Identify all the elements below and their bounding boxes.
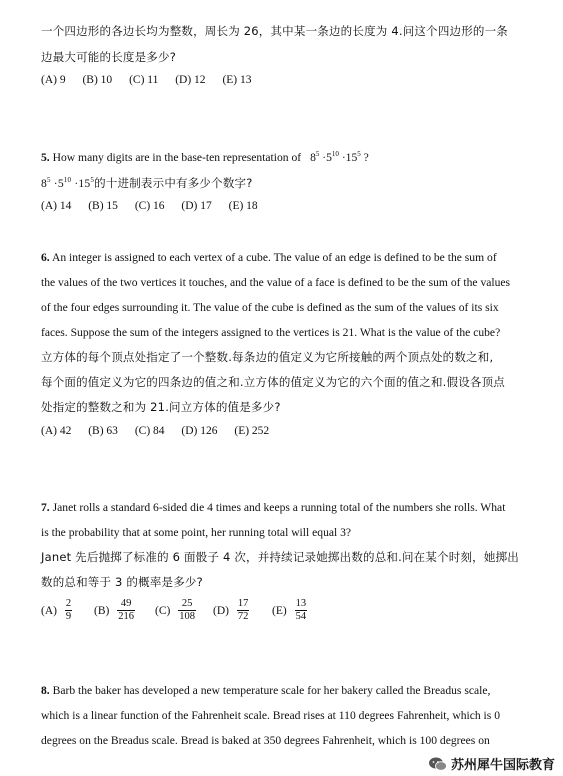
q4-option-d: (D) 12 — [175, 74, 206, 86]
q7-option-a — [41, 598, 72, 623]
q7-option-d-denominator: 72 — [237, 611, 249, 622]
q7-option-b-label: (B) — [94, 604, 110, 617]
q5-option-a: (A) 14 — [41, 200, 72, 212]
q4-zh-line-2: 边最大可能的长度是多少? — [41, 50, 177, 64]
q7-option-b-fraction — [117, 598, 135, 623]
q6-zh-line-1: 立方体的每个顶点处指定了一个整数.每条边的值定义为它所接触的两个顶点处的数之和, — [41, 350, 494, 364]
q7-en-text-1: Janet rolls a standard 6-sided die 4 times and keeps a running total of the numbers she rolls. What — [52, 501, 506, 514]
q7-option-d-numerator: 17 — [237, 598, 249, 609]
q4-options — [41, 74, 266, 86]
q4-option-c: (C) 11 — [129, 74, 159, 86]
q5-option-e: (E) 18 — [228, 200, 258, 212]
q7-number: 7. — [41, 501, 50, 514]
q7-zh-line-2: 数的总和等于 3 的概率是多少? — [41, 575, 203, 589]
q6-en-line-4: faces. Suppose the sum of the integers assigned to the vertices is 21. What is the value of the cube? — [41, 326, 501, 339]
q7-option-c — [155, 598, 196, 623]
q7-option-e-label: (E) — [272, 604, 287, 617]
q6-zh-line-2: 每个面的值定义为它的四条边的值之和.立方体的值定义为它的六个面的值之和.假设各顶点 — [41, 375, 506, 389]
q4-option-e: (E) 13 — [222, 74, 252, 86]
q5-en-line — [41, 150, 369, 166]
q8-en-line-3: degrees on the Breadus scale. Bread is baked at 350 degrees Fahrenheit, which is 100 degrees on — [41, 734, 490, 747]
wechat-icon — [428, 756, 448, 772]
q6-en-line-1 — [41, 250, 497, 266]
q5-expression: $8^5 \cdot 5^{10} \cdot 15^5$ ? — [310, 150, 369, 164]
q7-option-c-fraction — [178, 598, 196, 623]
q7-option-d-fraction — [237, 598, 250, 623]
q6-options — [41, 425, 283, 437]
q4-option-a: (A) 9 — [41, 74, 66, 86]
q6-number: 6. — [41, 251, 50, 264]
q7-option-d-label: (D) — [213, 604, 229, 617]
q7-en-line-2: is the probability that at some point, her running total will equal 3? — [41, 526, 352, 539]
q7-option-e-denominator: 54 — [295, 611, 307, 622]
q5-number: 5. — [41, 151, 50, 164]
q6-option-d: (D) 126 — [181, 425, 218, 437]
q5-option-d: (D) 17 — [181, 200, 212, 212]
q7-en-line-1 — [41, 500, 505, 516]
q6-en-line-2: the values of the two vertices it touches, and the value of a face is defined to be the sum of the values — [41, 276, 511, 289]
q5-zh-text: 的十进制表示中有多少个数字? — [94, 176, 253, 190]
q5-option-b: (B) 15 — [88, 200, 118, 212]
q7-option-e-numerator: 13 — [295, 598, 307, 609]
q6-zh-line-3: 处指定的整数之和为 21.问立方体的值是多少? — [41, 400, 281, 414]
q4-zh-line-1: 一个四边形的各边长均为整数，周长为 26，其中某一条边的长度为 4.问这个四边形的一条 — [41, 24, 509, 38]
q7-option-b-denominator: 216 — [118, 611, 134, 622]
q6-en-text-1: An integer is assigned to each vertex of a cube. The value of an edge is defined to be the sum of — [51, 251, 497, 264]
q8-en-line-2: which is a linear function of the Fahrenheit scale. Bread rises at 110 degrees Fahrenheit, which is 0 — [41, 709, 500, 722]
q5-option-c: (C) 16 — [134, 200, 165, 212]
q7-option-a-fraction — [65, 598, 72, 623]
q5-zh-expression: $8^5 \cdot 5^{10} \cdot 15^5$ — [41, 176, 95, 190]
q7-option-e-fraction — [295, 598, 308, 623]
q7-option-e — [272, 598, 307, 623]
q6-en-line-3: of the four edges surrounding it. The value of the cube is defined as the sum of the values of its six — [41, 301, 499, 314]
q7-option-b-numerator: 49 — [117, 598, 135, 611]
q7-option-c-denominator: 108 — [179, 611, 195, 622]
q6-option-a: (A) 42 — [41, 425, 72, 437]
q7-option-b — [94, 598, 135, 623]
q5-zh-line — [41, 175, 253, 192]
q5-en-text: How many digits are in the base-ten representation of — [52, 151, 302, 164]
q8-en-text-1: Barb the baker has developed a new temperature scale for her bakery called the Breadus scale, — [52, 684, 491, 697]
q5-options — [41, 200, 272, 212]
q7-option-a-label: (A) — [41, 604, 57, 617]
q8-en-line-1 — [41, 683, 490, 699]
q7-option-d — [213, 598, 249, 623]
q7-option-c-numerator: 25 — [178, 598, 196, 611]
q6-option-e: (E) 252 — [234, 425, 270, 437]
q6-option-c: (C) 84 — [134, 425, 165, 437]
q6-option-b: (B) 63 — [88, 425, 118, 437]
q7-option-c-label: (C) — [155, 604, 171, 617]
watermark-text: 苏州犀牛国际教育 — [450, 758, 555, 773]
q7-zh-line-1: Janet 先后抛掷了标准的 6 面骰子 4 次，并持续记录她掷出数的总和.问在某个时刻，她掷出 — [41, 550, 519, 564]
watermark — [428, 754, 555, 773]
q4-option-b: (B) 10 — [82, 74, 113, 86]
q7-option-a-numerator: 2 — [65, 598, 72, 609]
q8-number: 8. — [41, 684, 50, 697]
q7-option-a-denominator: 9 — [65, 611, 72, 622]
